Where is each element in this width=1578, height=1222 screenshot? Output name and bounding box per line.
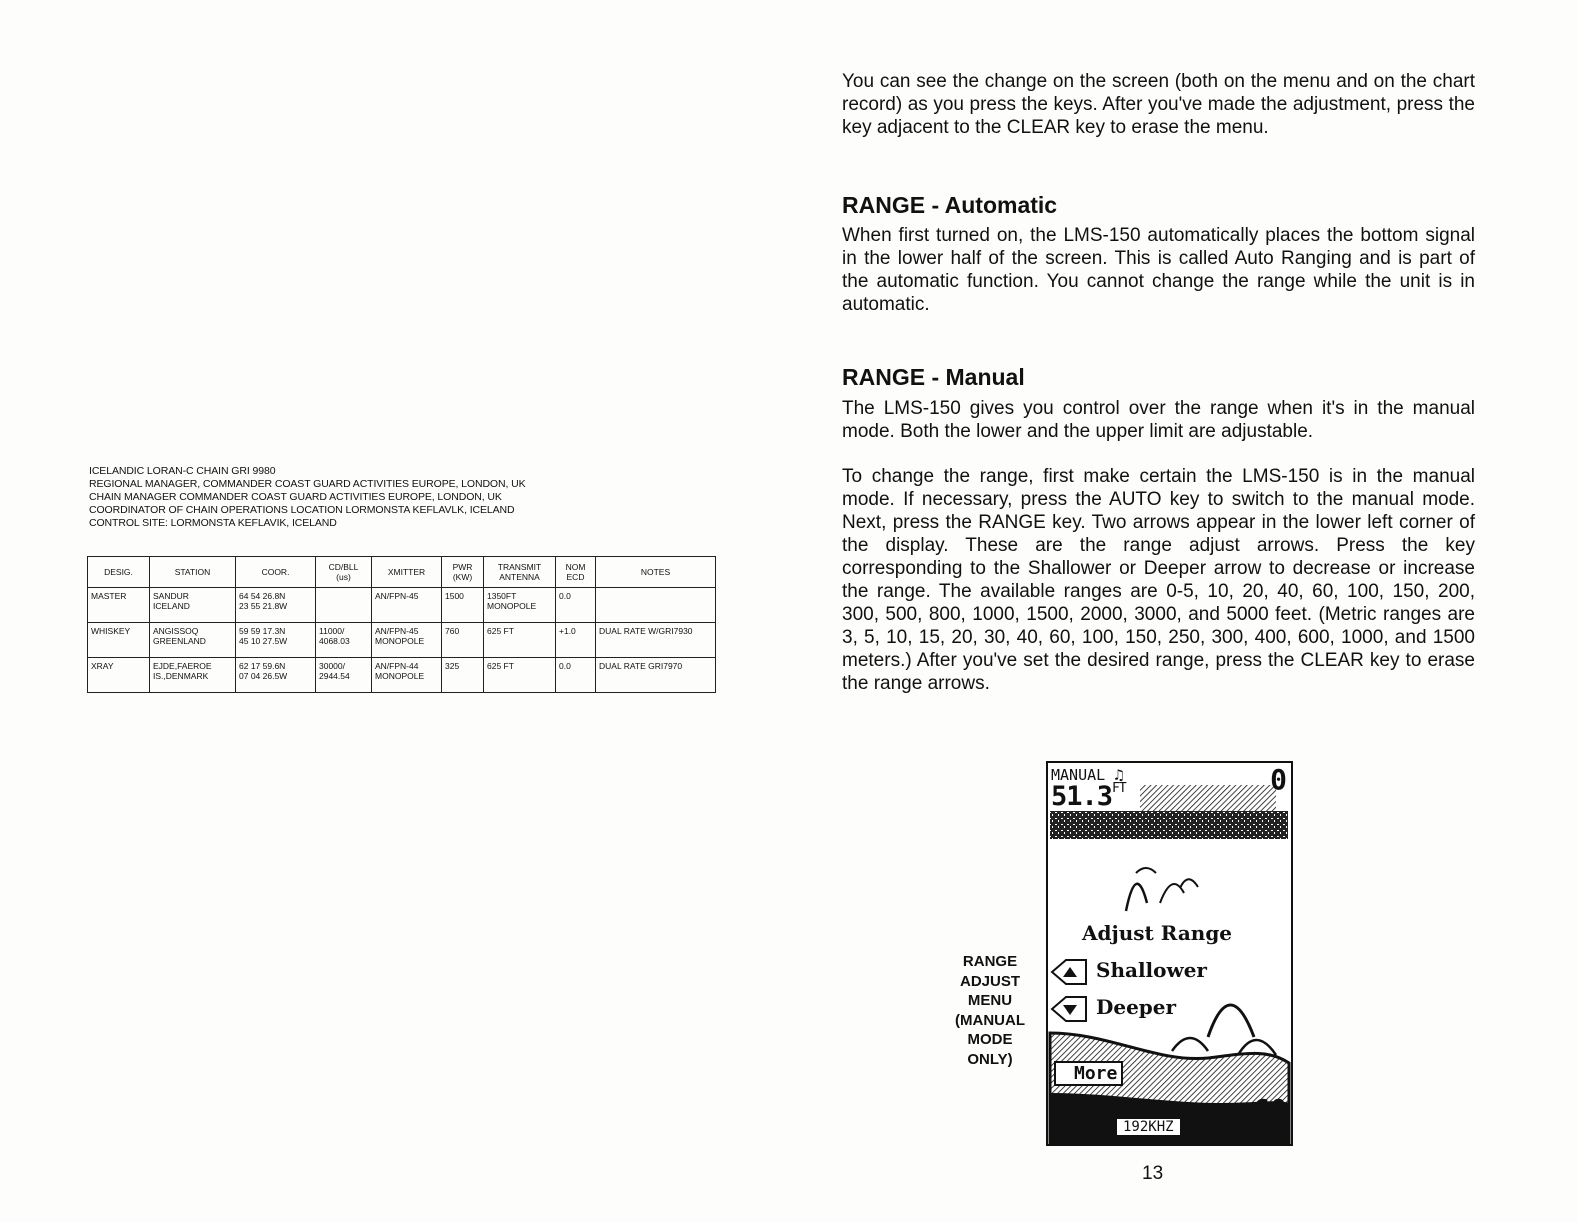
table-header-row [88,557,716,588]
menu-title: Adjust Range [1082,921,1233,945]
alarm-icon: ♫ [1114,766,1124,784]
chain-info-line: CHAIN MANAGER COMMANDER COAST GUARD ACTIVITIES EUROPE, LONDON, UK [89,491,502,503]
range-manual-paragraph-1: The LMS-150 gives you control over the range when it's in the manual mode. Both the lower and the upper limit are adjustable. [842,398,1475,442]
table-cell [316,588,372,623]
caption-line: ONLY) [967,1050,1013,1068]
header-desig: DESIG. [88,557,150,588]
table-row [88,588,716,623]
table-cell: 59 59 17.3N 45 10 27.5W [236,623,316,658]
table-cell: 62 17 59.6N 07 04 26.5W [236,658,316,693]
table-cell: ANGISSOQ GREENLAND [150,623,236,658]
table-cell: AN/FPN-45 [372,588,442,623]
sonar-graphics [1048,763,1291,1144]
table-cell: DUAL RATE GRI7970 [596,658,716,693]
shallower-label: Shallower [1096,958,1207,982]
depth-value: 51.3 [1051,781,1113,812]
table-cell: AN/FPN-44 MONOPOLE [372,658,442,693]
depth-unit: FT [1112,781,1126,796]
range-automatic-heading: RANGE - Automatic [842,192,1058,218]
range-top-value: 0 [1270,763,1287,796]
fish-arch [1136,868,1156,873]
range-bottom-value: 60 [1253,1093,1287,1126]
caption-line: ADJUST [959,972,1020,990]
header-coor: COOR. [236,557,316,588]
fish-arch [1172,1038,1208,1051]
more-menu-item[interactable]: More [1054,1061,1123,1086]
range-manual-paragraph-2: To change the range, first make certain the LMS-150 is in the manual mode. If necessary, press the AUTO key to switch to the manual mode. Next, press the RANGE key. Two arrows appear in the lower left corner of the display. These are the range adjust arrows. Press the key corresponding to the Shallower or Deeper arrow to decrease or increase the range. The available ranges are 0-5, 10, 20, 40, 60, 100, 150, 200, 300, 500, 800, 1000, 1500, 2000, 3000, and 5000 feet. (Metric ranges are 3, 5, 10, 15, 20, 30, 40, 60, 100, 150, 250, 300, 400, 600, 1000, and 1500 meters.) After you've set the desired range, press the CLEAR key to erase the range arrows. [842,466,1475,694]
sonar-display [1046,761,1293,1146]
table-cell: 64 54 26.8N 23 55 21.8W [236,588,316,623]
table-cell: 0.0 [556,658,596,693]
chain-info-line: COORDINATOR OF CHAIN OPERATIONS LOCATION LORMONSTA KEFLAVLK, ICELAND [89,504,515,516]
table-cell: +1.0 [556,623,596,658]
header-xmitter: XMITTER [372,557,442,588]
caption-line: MODE [967,1031,1013,1048]
shallower-menu-item[interactable] [1052,958,1207,982]
table-cell: 11000/ 4068.03 [316,623,372,658]
header-pwr: PWR (KW) [442,557,484,588]
deeper-menu-item[interactable] [1052,995,1176,1019]
table-row [88,658,716,693]
intro-paragraph: You can see the change on the screen (both on the menu and on the chart record) as you press the keys. After you've made the adjustment, press the key adjacent to the CLEAR key to erase the menu. [842,71,1475,138]
loran-chain-table [87,556,716,693]
table-cell: 625 FT [484,623,556,658]
digital-depth [1051,781,1126,812]
chain-info-line: ICELANDIC LORAN-C CHAIN GRI 9980 [89,465,276,477]
page-number: 13 [1142,1163,1164,1184]
caption-line: (MANUAL [955,1011,1025,1029]
table-cell: 30000/ 2944.54 [316,658,372,693]
table-cell: 625 FT [484,658,556,693]
fish-arch [1180,879,1198,888]
mode-label: MANUAL [1051,766,1106,784]
header-antenna: TRANSMIT ANTENNA [484,557,556,588]
table-cell: MASTER [88,588,150,623]
surface-clutter [1140,785,1276,815]
caption-line: MENU [967,992,1013,1009]
range-automatic-paragraph: When first turned on, the LMS-150 automatically places the bottom signal in the lower half of the screen. This is called Auto Ranging and is part of the automatic function. You cannot change the range while the unit is in automatic. [842,225,1475,315]
header-notes: NOTES [596,557,716,588]
table-cell [596,588,716,623]
table-cell: 325 [442,658,484,693]
table-cell: 760 [442,623,484,658]
table-cell: 1500 [442,588,484,623]
table-cell: 0.0 [556,588,596,623]
table-cell: SANDUR ICELAND [150,588,236,623]
table-row [88,623,716,658]
caption-line: RANGE [962,953,1018,970]
header-station: STATION [150,557,236,588]
chain-info-line: CONTROL SITE: LORMONSTA KEFLAVIK, ICELAND [89,517,337,529]
table-cell: AN/FPN-45 MONOPOLE [372,623,442,658]
fish-arch [1126,884,1147,911]
header-cd-bll: CD/BLL (us) [316,557,372,588]
table-cell: DUAL RATE W/GRI7930 [596,623,716,658]
frequency-indicator: 192KHZ [1116,1119,1181,1135]
table-cell: 1350FT MONOPOLE [484,588,556,623]
table-cell: EJDE,FAEROE IS.,DENMARK [150,658,236,693]
header-nom-ecd: NOM ECD [556,557,596,588]
deeper-label: Deeper [1096,995,1177,1019]
table-cell: WHISKEY [88,623,150,658]
chain-info [89,465,649,530]
table-cell: XRAY [88,658,150,693]
fish-arch [1208,1005,1254,1037]
chain-info-line: REGIONAL MANAGER, COMMANDER COAST GUARD ACTIVITIES EUROPE, LONDON, UK [89,478,526,490]
range-manual-heading: RANGE - Manual [842,364,1025,390]
surface-noise [1050,811,1288,839]
range-adjust-menu-caption [948,952,1032,1069]
